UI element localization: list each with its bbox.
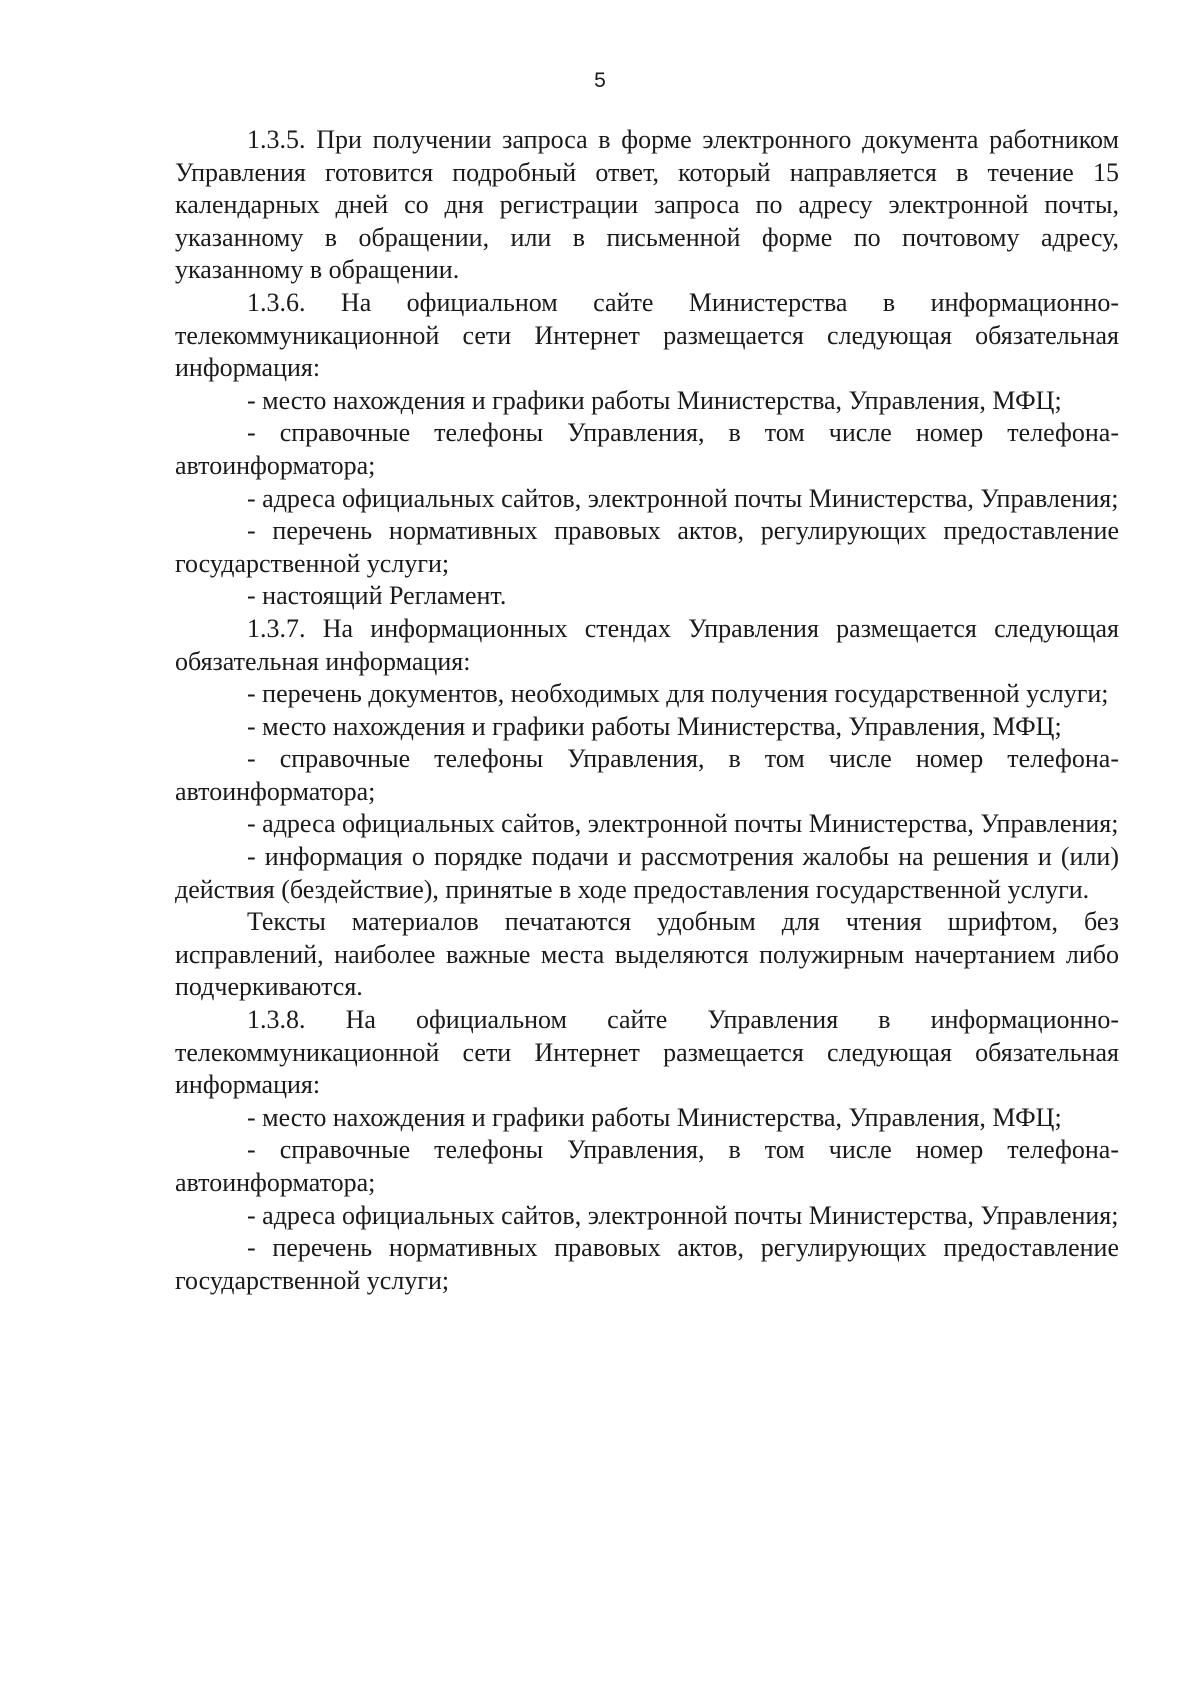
list-item: - настоящий Регламент. [247, 581, 507, 611]
paragraph-1-3-7: 1.3.7. На информационных стендах Управления размещается следующая обязательная информация: [175, 613, 1119, 676]
list-item: - информация о порядке подачи и рассмотрения жалобы на решения и (или) действия (бездействие), принятые в ходе предоставления государственной услуги. [175, 842, 1119, 904]
list-item: - адреса официальных сайтов, электронной почты Министерства, Управления; [247, 809, 1119, 839]
list-item: - перечень нормативных правовых актов, регулирующих предоставление государственной услуги; [175, 1233, 1119, 1295]
document-body [175, 124, 1119, 1297]
list-item: - справочные телефоны Управления, в том числе номер телефона-автоинформатора; [175, 744, 1119, 806]
list-item: - перечень документов, необходимых для получения государственной услуги; [247, 679, 1109, 709]
list-item: - перечень нормативных правовых актов, регулирующих предоставление государственной услуги; [175, 516, 1119, 578]
list-item: - место нахождения и графики работы Министерства, Управления, МФЦ; [247, 385, 1062, 415]
list-item: - адреса официальных сайтов, электронной почты Министерства, Управления; [247, 483, 1119, 513]
list-item: - адреса официальных сайтов, электронной почты Министерства, Управления; [247, 1200, 1119, 1230]
paragraph-materials: Тексты материалов печатаются удобным для чтения шрифтом, без исправлений, наиболее важные места выделяются полужирным начертанием либо подчеркиваются. [175, 907, 1119, 1002]
list-item: - справочные телефоны Управления, в том числе номер телефона-автоинформатора; [175, 418, 1119, 480]
page-number: 5 [594, 69, 606, 92]
paragraph-1-3-8: 1.3.8. На официальном сайте Управления в информационно-телекоммуникационной сети Интернет размещается следующая обязательная информация: [175, 1005, 1119, 1100]
list-item: - место нахождения и графики работы Министерства, Управления, МФЦ; [247, 711, 1062, 741]
paragraph-1-3-6: 1.3.6. На официальном сайте Министерства в информационно-телекоммуникационной сети Интернет размещается следующая обязательная информация: [175, 287, 1119, 383]
list-item: - справочные телефоны Управления, в том числе номер телефона-автоинформатора; [175, 1135, 1119, 1197]
paragraph-1-3-5: 1.3.5. При получении запроса в форме электронного документа работником Управления готовится подробный ответ, который направляется в течение 15 календарных дней со дня регистрации запроса по адресу электронной почты, указанному в обращении, или в письменной форме по почтовому адресу, указанному в обращении. [175, 125, 1119, 285]
list-item: - место нахождения и графики работы Министерства, Управления, МФЦ; [247, 1102, 1062, 1132]
